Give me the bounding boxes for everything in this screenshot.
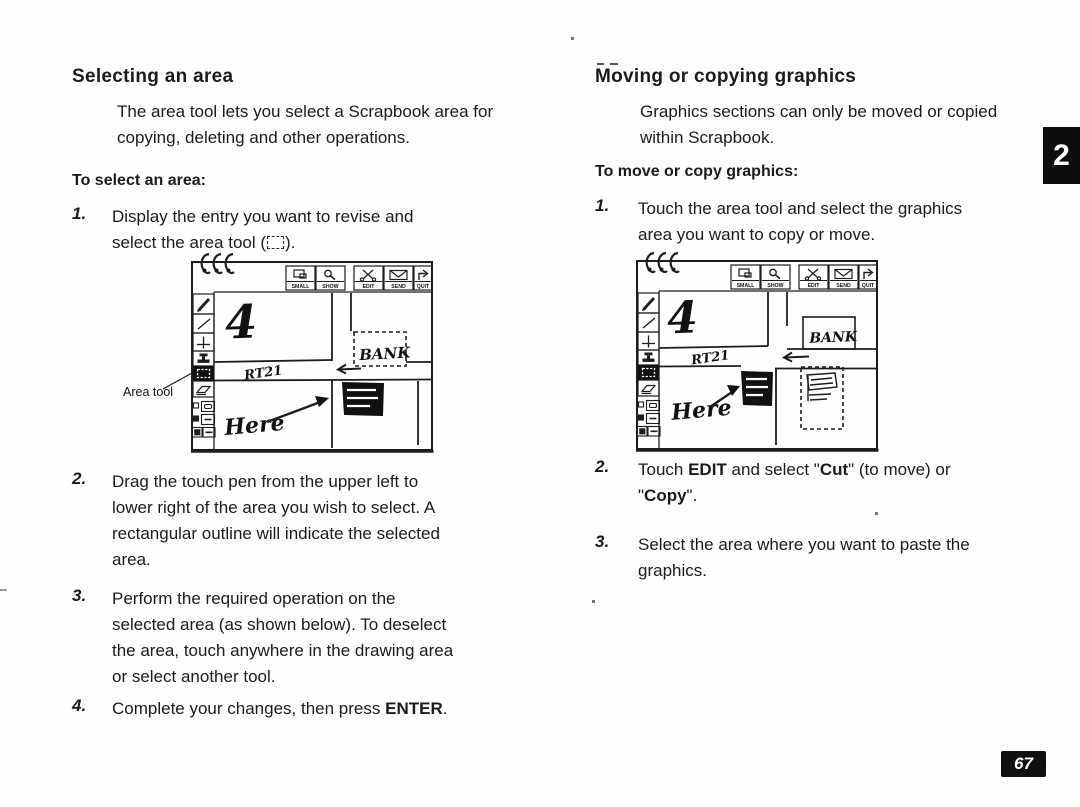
handwritten-bank: BANK <box>358 343 411 365</box>
step-number: 1. <box>595 196 610 215</box>
svg-text:EDIT: EDIT <box>362 283 375 290</box>
shrink-screen-icon <box>294 270 306 278</box>
svg-text:SMALL: SMALL <box>291 283 310 290</box>
intro-paragraph: The area tool lets you select a Scrapbook area for copying, deleting and other operations. <box>117 102 494 147</box>
intro-paragraph: Graphics sections can only be moved or copied within Scrapbook. <box>640 102 998 147</box>
tool-palette <box>638 293 661 436</box>
callout-line <box>163 373 192 389</box>
quit-button <box>859 265 877 289</box>
scissors-icon <box>360 270 375 281</box>
scissors-icon <box>805 269 820 280</box>
exit-arrow-icon <box>864 269 873 279</box>
scrapbook-window <box>636 253 879 450</box>
handwritten-bank: BANK <box>809 329 858 347</box>
svg-text:QUIT: QUIT <box>416 283 430 290</box>
step-text: Drag the touch pen from the upper left to lower right of the area you wish to select. A rectangular outline will indicate the selected area. <box>112 472 440 569</box>
handwritten-numeral: 4 <box>666 292 699 345</box>
bank-building <box>803 317 858 349</box>
crosshair-tool-button <box>193 333 214 351</box>
edit-button <box>799 265 828 289</box>
pencil-icon <box>642 298 654 311</box>
area-tool-inline-icon <box>267 236 284 249</box>
stamp-tool-button <box>193 351 214 366</box>
scan-artifact <box>571 37 574 40</box>
area-tool-button-selected <box>193 366 214 381</box>
pencil-tool-button <box>193 294 214 314</box>
pasted-copy-selection <box>801 367 843 429</box>
crosshair-icon <box>197 337 210 349</box>
scan-artifact <box>610 63 618 65</box>
bank-selection <box>354 332 412 366</box>
building-copy-sketch <box>807 373 837 401</box>
handwritten-route: RT21 <box>243 363 284 384</box>
shrink-screen-icon <box>739 269 751 277</box>
scan-artifact <box>597 63 604 65</box>
crosshair-tool-button <box>638 332 659 350</box>
handwritten-here: Here <box>223 409 286 442</box>
svg-text:SMALL: SMALL <box>736 282 755 289</box>
handwritten-here: Here <box>670 394 733 426</box>
left-arrow <box>784 353 809 362</box>
step-text: Select the area where you want to paste the graphics. <box>638 535 970 580</box>
scan-artifact <box>592 600 595 603</box>
figure-move-copy <box>563 249 885 457</box>
svg-text:QUIT: QUIT <box>861 282 875 289</box>
magnifier-icon <box>325 270 335 279</box>
line-tool-button <box>193 314 214 333</box>
step-text: Perform the required operation on the selected area (as shown below). To deselect the area, touch anywhere in the drawing area or select another tool. <box>112 589 454 686</box>
crosshair-icon <box>642 336 655 348</box>
edit-button <box>354 266 383 290</box>
binding-rings-icon <box>647 253 679 272</box>
step-number: 3. <box>72 586 87 605</box>
section-heading-moving-copying: Moving or copying graphics <box>595 66 857 87</box>
chapter-tab: 2 <box>1043 127 1080 184</box>
show-button <box>316 266 345 290</box>
page-number-badge: 67 <box>1001 751 1046 777</box>
pencil-icon <box>197 299 209 312</box>
area-tool-callout <box>123 373 192 399</box>
step-number: 2. <box>595 457 610 476</box>
show-button <box>761 265 790 289</box>
step-number: 1. <box>72 204 87 223</box>
eraser-icon <box>642 386 656 394</box>
procedure-subhead: To move or copy graphics: <box>595 163 799 180</box>
step-number: 4. <box>72 696 87 715</box>
stamp-icon <box>198 354 210 363</box>
svg-text:SEND: SEND <box>391 283 406 290</box>
small-button <box>731 265 760 289</box>
drawing-canvas <box>659 292 877 445</box>
binding-rings-icon <box>202 254 234 273</box>
here-arrow <box>267 396 329 422</box>
eraser-tool-button <box>193 381 214 397</box>
eraser-icon <box>197 387 211 395</box>
procedure-subhead: To select an area: <box>72 172 206 189</box>
drawing-canvas <box>214 293 432 448</box>
line-icon <box>198 319 210 329</box>
quit-button <box>414 266 432 290</box>
svg-text:SEND: SEND <box>836 282 851 289</box>
building-scribble <box>342 382 384 416</box>
figure-select-area <box>118 250 440 458</box>
scrapbook-window <box>191 254 434 451</box>
pattern-selectors <box>193 402 216 438</box>
send-button <box>829 265 858 289</box>
section-heading-selecting-area: Selecting an area <box>72 66 234 87</box>
scan-artifact <box>875 512 878 515</box>
envelope-icon <box>835 270 852 279</box>
toolbar <box>731 265 877 289</box>
tool-palette <box>193 294 216 437</box>
stamp-icon <box>643 353 655 362</box>
svg-text:EDIT: EDIT <box>807 282 820 289</box>
line-icon <box>643 318 655 328</box>
small-button <box>286 266 315 290</box>
exit-arrow-icon <box>419 270 428 280</box>
pattern-selectors <box>638 401 661 437</box>
svg-text:SHOW: SHOW <box>767 282 784 289</box>
stamp-tool-button <box>638 350 659 365</box>
callout-label: Area tool <box>123 385 174 399</box>
step-number: 2. <box>72 469 87 488</box>
magnifier-icon <box>770 269 780 278</box>
handwritten-route: RT21 <box>690 348 731 369</box>
send-button <box>384 266 413 290</box>
line-tool-button <box>638 313 659 332</box>
step-text: Display the entry you want to revise and select the area tool ( ). <box>112 207 414 252</box>
scan-artifact <box>0 589 7 591</box>
step-number: 3. <box>595 532 610 551</box>
area-tool-button-selected <box>638 365 659 380</box>
step-text: Complete your changes, then press ENTER. <box>112 699 448 718</box>
pencil-tool-button <box>638 293 659 313</box>
toolbar <box>286 266 432 290</box>
svg-text:SHOW: SHOW <box>322 283 339 290</box>
envelope-icon <box>390 271 407 280</box>
handwritten-numeral: 4 <box>224 294 259 350</box>
eraser-tool-button <box>638 380 659 396</box>
building-scribble <box>741 371 773 406</box>
step-text: Touch the area tool and select the graphics area you want to copy or move. <box>638 199 963 244</box>
step-text: Touch EDIT and select "Cut" (to move) or "Copy". <box>638 460 951 505</box>
